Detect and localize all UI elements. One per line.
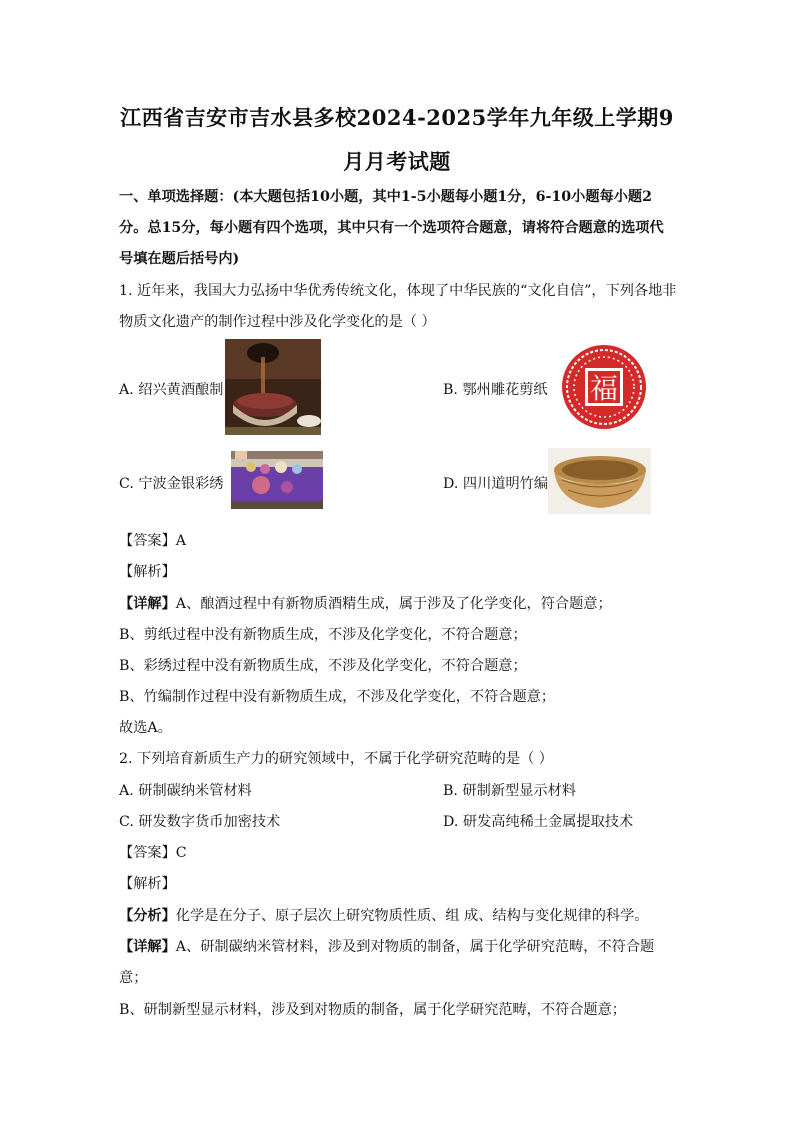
q2-detail-label: 【详解】: [119, 939, 176, 955]
doc-title-line1: 江西省吉安市吉水县多校2024-2025学年九年级上学期9: [120, 105, 674, 130]
q1-detail-a: [119, 593, 612, 613]
q1-detail-label: 【详解】: [119, 596, 176, 612]
q2-option-c: C. 研发数字货币加密技术: [119, 814, 281, 830]
section-header-line2: 分。总15分，每小题有四个选项，其中只有一个选项符合题意，请将符合题意的选项代: [119, 220, 664, 236]
q2-fenxi-label: 【分析】: [119, 908, 176, 924]
q1-option-b: B. 鄂州雕花剪纸: [443, 382, 548, 398]
q2-option-d: D. 研发高纯稀土金属提取技术: [443, 814, 634, 830]
q2-answer: 【答案】C: [119, 845, 187, 861]
q1-answer: 【答案】A: [119, 533, 186, 549]
q1-analysis-label: 【解析】: [119, 564, 176, 580]
q1-detail-a-text: A、酿酒过程中有新物质酒精生成，属于涉及了化学变化，符合题意；: [175, 596, 612, 612]
embroidery-image: [231, 451, 323, 509]
q1-option-d: D. 四川道明竹编: [443, 476, 549, 492]
q2-fenxi-text: 化学是在分子、原子层次上研究物质性质、组 成、结构与变化规律的科学。: [175, 908, 649, 924]
q1-detail-c: B、彩绣过程中没有新物质生成，不涉及化学变化，不符合题意；: [119, 658, 527, 674]
q1-stem-line1: 1. 近年来，我国大力弘扬中华优秀传统文化，体现了中华民族的“文化自信”，下列各地非: [119, 283, 677, 299]
q1-detail-b: B、剪纸过程中没有新物质生成，不涉及化学变化，不符合题意；: [119, 627, 527, 643]
section-header-line3: 号填在题后括号内): [119, 251, 240, 267]
paper-cut-char: 福: [589, 372, 619, 405]
q2-stem: 2. 下列培育新质生产力的研究领域中，不属于化学研究范畴的是（ ）: [119, 751, 553, 767]
bamboo-basket-image: [548, 448, 651, 514]
q2-detail-a-text: A、研制碳纳米管材料，涉及到对物质的制备，属于化学研究范畴，不符合题: [175, 939, 655, 955]
q2-detail-b: B、研制新型显示材料，涉及到对物质的制备，属于化学研究范畴，不符合题意；: [119, 1002, 626, 1018]
doc-title-line2: 月月考试题: [343, 149, 451, 174]
q2-option-b: B. 研制新型显示材料: [443, 783, 576, 799]
q2-detail-a: [119, 936, 654, 956]
q2-analysis-label: 【解析】: [119, 876, 176, 892]
q1-option-a: A. 绍兴黄酒酿制: [119, 382, 224, 398]
rice-wine-image: [225, 339, 321, 435]
q2-detail-a-cont: 意；: [119, 970, 148, 986]
section-header-line1: 一、单项选择题：(本大题包括10小题，其中1-5小题每小题1分，6-10小题每小题2: [119, 189, 652, 205]
paper-cut-image: [561, 344, 647, 430]
q1-conclusion: 故选A。: [119, 720, 172, 736]
q2-option-a: A. 研制碳纳米管材料: [119, 783, 252, 799]
q1-stem-line2: 物质文化遗产的制作过程中涉及化学变化的是（ ）: [119, 314, 436, 330]
q2-fenxi: [119, 905, 648, 925]
q1-option-c: C. 宁波金银彩绣: [119, 476, 224, 492]
q1-detail-d: B、竹编制作过程中没有新物质生成，不涉及化学变化，不符合题意；: [119, 689, 556, 705]
